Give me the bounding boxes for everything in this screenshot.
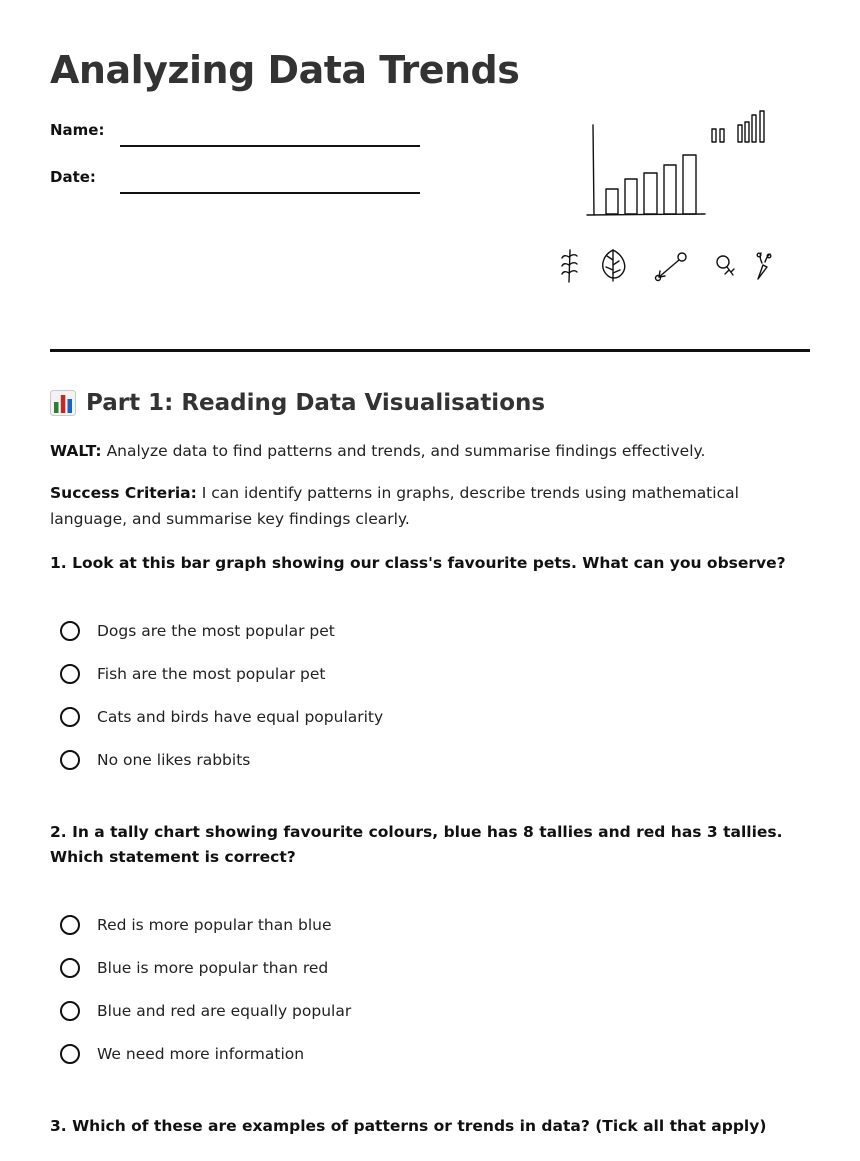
radio-button[interactable] <box>60 621 80 641</box>
arrow-icon <box>656 253 687 281</box>
criteria-text: I can identify patterns in graphs, describe trends using mathematical language, and summarise key findings clearly. <box>50 484 739 528</box>
option-label: No one likes rabbits <box>97 751 251 769</box>
name-label: Name: <box>50 121 105 139</box>
part1-heading <box>50 390 545 416</box>
sprig-icon <box>562 250 577 282</box>
radio-button[interactable] <box>60 1044 80 1064</box>
date-field[interactable] <box>50 168 430 198</box>
section-divider <box>50 349 810 352</box>
radio-button[interactable] <box>60 958 80 978</box>
question-3: 3. Which of these are examples of patterns or trends in data? (Tick all that apply) <box>50 1117 767 1135</box>
question-1: 1. Look at this bar graph showing our class's favourite pets. What can you observe? <box>50 554 786 572</box>
option-label: Dogs are the most popular pet <box>97 622 335 640</box>
option-label: We need more information <box>97 1045 305 1063</box>
option-label: Red is more popular than blue <box>97 916 332 934</box>
leaf-icon <box>603 250 625 281</box>
criteria-label: Success Criteria: <box>50 484 197 502</box>
q2-option-2[interactable] <box>60 955 328 981</box>
q2-option-3[interactable] <box>60 998 351 1024</box>
q1-option-2[interactable] <box>60 661 325 687</box>
q1-option-1[interactable] <box>60 618 335 644</box>
option-label: Blue and red are equally popular <box>97 1002 352 1020</box>
q1-option-3[interactable] <box>60 704 383 730</box>
q2-option-4[interactable] <box>60 1041 304 1067</box>
bar-chart-doodle-icon <box>555 105 780 290</box>
option-label: Blue is more popular than red <box>97 959 329 977</box>
page-title: Analyzing Data Trends <box>50 48 520 92</box>
name-field[interactable] <box>50 121 430 151</box>
question-2: 2. In a tally chart showing favourite colours, blue has 8 tallies and red has 3 tallies. Which statement is correct? <box>50 823 783 866</box>
name-line[interactable] <box>120 145 420 147</box>
walt-label: WALT: <box>50 442 102 460</box>
magnifier-icon <box>717 256 734 275</box>
q1-option-4[interactable] <box>60 747 250 773</box>
walt-paragraph <box>50 438 810 464</box>
option-label: Fish are the most popular pet <box>97 665 326 683</box>
radio-button[interactable] <box>60 915 80 935</box>
carrot-icon <box>757 253 771 279</box>
radio-button[interactable] <box>60 1001 80 1021</box>
date-line[interactable] <box>120 192 420 194</box>
bar-chart-icon <box>50 390 76 416</box>
radio-button[interactable] <box>60 707 80 727</box>
part1-heading-text: Part 1: Reading Data Visualisations <box>86 390 546 416</box>
walt-text: Analyze data to find patterns and trends, and summarise findings effectively. <box>101 442 706 460</box>
date-label: Date: <box>50 168 96 186</box>
radio-button[interactable] <box>60 664 80 684</box>
success-criteria-paragraph <box>50 480 810 532</box>
option-label: Cats and birds have equal popularity <box>97 708 384 726</box>
radio-button[interactable] <box>60 750 80 770</box>
q2-option-1[interactable] <box>60 912 332 938</box>
